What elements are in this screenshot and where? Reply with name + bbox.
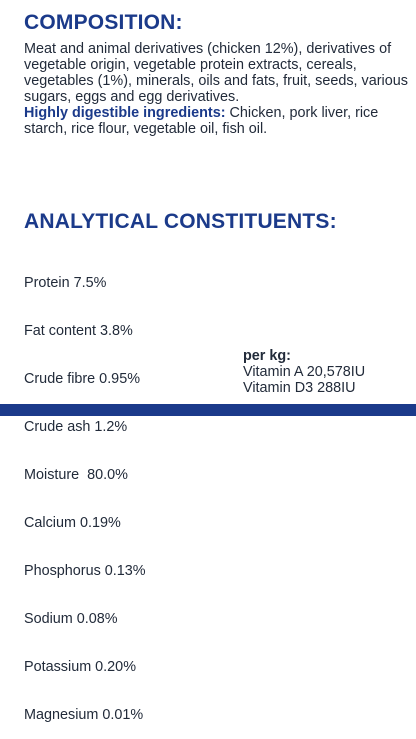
highly-digestible-label: Highly digestible ingredients:: [24, 105, 226, 121]
constituent-item: Calcium 0.19%: [24, 515, 121, 531]
highly-digestible-paragraph: [24, 105, 408, 137]
constituent-item: Crude ash 1.2%: [24, 419, 128, 435]
highly-digestible-text: Chicken, pork liver, rice starch, rice flour, vegetable oil, fish oil.: [24, 105, 379, 137]
constituents-list: [24, 243, 146, 739]
constituent-item: Magnesium 0.01%: [24, 707, 144, 723]
constituent-item: Sodium 0.08%: [24, 611, 118, 627]
composition-text: Meat and animal derivatives (chicken 12%), derivatives of vegetable origin, vegetable protein extracts, cereals, vegetables (1%), minerals, oils and fats, fruit, seeds, various sugars, eggs and egg derivatives.: [24, 41, 408, 105]
per-kg-block: [243, 348, 365, 396]
composition-text-block: [24, 41, 408, 137]
footer-bar: [0, 404, 416, 416]
constituent-item: Potassium 0.20%: [24, 659, 136, 675]
analytical-constituents-heading: ANALYTICAL CONSTITUENTS:: [24, 210, 337, 233]
vitamin-a: Vitamin A 20,578IU: [243, 364, 366, 380]
vitamin-d3: Vitamin D3 288IU: [243, 380, 356, 396]
composition-heading: COMPOSITION:: [24, 11, 183, 34]
constituent-item: Moisture 80.0%: [24, 467, 128, 483]
constituent-item: Crude fibre 0.95%: [24, 371, 140, 387]
per-kg-label: per kg:: [243, 348, 291, 364]
constituent-item: Protein 7.5%: [24, 275, 107, 291]
constituent-item: Fat content 3.8%: [24, 323, 133, 339]
constituent-item: Phosphorus 0.13%: [24, 563, 146, 579]
